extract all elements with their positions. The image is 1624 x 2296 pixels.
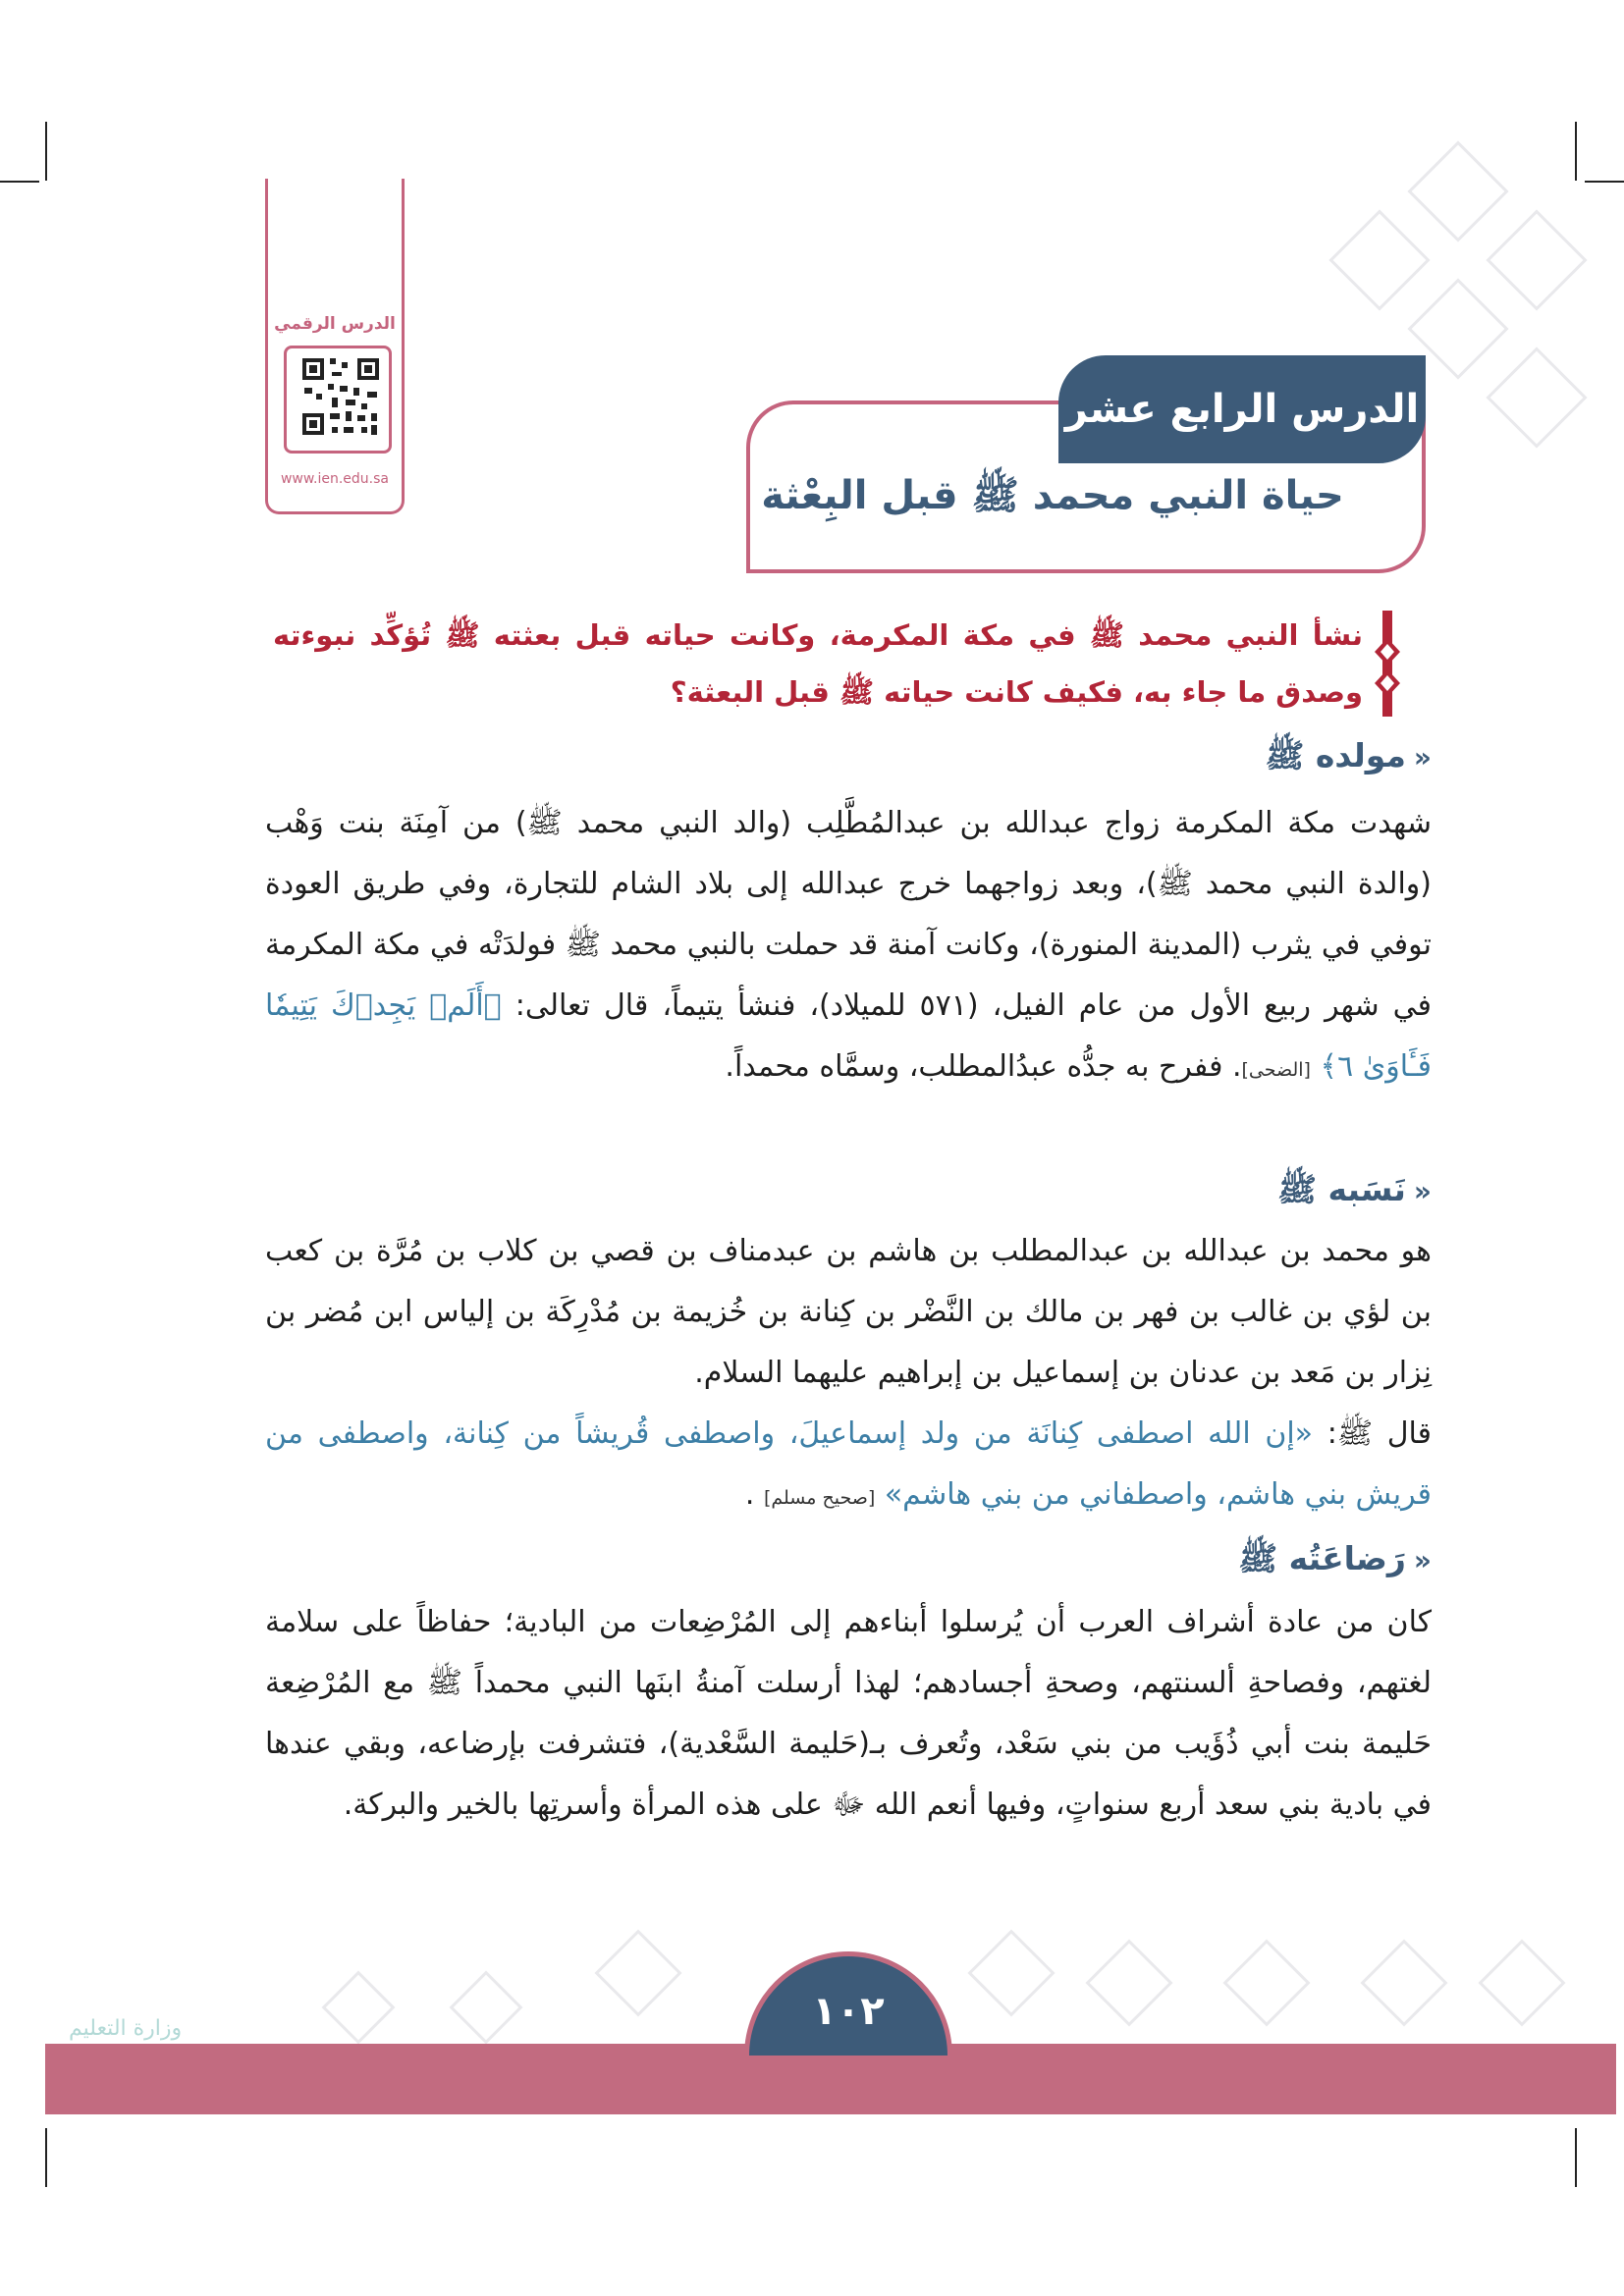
crop-mark [1575,122,1577,181]
section-title-birth-label: مولده ﷺ [1265,736,1406,774]
section-title-lineage-label: نَسَبه ﷺ [1277,1170,1406,1208]
birth-ayah: ﴿أَلَمۡ يَجِدۡكَ يَتِيمٗا فَـَٔاوَىٰ ٦﴾ [265,988,1432,1084]
intro-paragraph: نشأ النبي محمد ﷺ في مكة المكرمة، وكانت حياته قبل بعثته ﷺ تُؤكِّد نبوءته وصدق ما جاء به، فكيف كانت حياته ﷺ قبل البعثة؟ [273,618,1363,709]
section-title-nursing [1238,1539,1432,1586]
lesson-number-badge: الدرس الرابع عشر [1058,355,1426,463]
intro-ornament-icon [1373,609,1402,719]
hadith-ref: [صحيح مسلم] [763,1487,876,1509]
qr-code-icon [293,348,389,445]
crop-mark [45,122,47,181]
birth-ayah-ref: [الضحى] [1241,1059,1311,1081]
double-chevron-icon: « [1413,1544,1432,1576]
digital-lesson-url[interactable]: www.ien.edu.sa [280,471,390,487]
crop-mark [45,2128,47,2187]
page-number: ١٠٢ [744,1951,952,2056]
birth-text: شهدت مكة المكرمة زواج عبدالله بن عبدالمُطَّلِب (والد النبي محمد ﷺ) من آمِنَة بنت وَهْب (والدة النبي محمد ﷺ)، وبعد زواجهما خرج عبدالله إلى بلاد الشام للتجارة، وفي طريق العودة توفي في يثرب (المدينة المنورة)، وكانت آمنة قد حملت بالنبي محمد ﷺ فولدَتْه في مكة المكرمة في شهر ربيع الأول من عام الفيل، (٥٧١ للميلاد)، فنشأ يتيماً، قال تعالى: [265,806,1432,1023]
nursing-paragraph: كان من عادة أشراف العرب أن يُرسلوا أبناءهم إلى المُرْضِعات من البادية؛ حفاظاً على سلامة لغتهم، وفصاحةِ ألسنتهم، وصحةِ أجسادهم؛ لهذا أرسلت آمنةُ ابنَها النبي محمداً ﷺ مع المُرْضِعة حَليمة بنت أبي ذُؤَيب من بني سَعْد، وتُعرف بـ(حَليمة السَّعْدية)، فتشرفت بإرضاعه، وبقي عندها في بادية بني سعد أربع سنواتٍ، وفيها أنعم الله ﷻ على هذه المرأة وأسرتِها بالخير والبركة. [265,1605,1432,1822]
section-title-lineage [1277,1170,1432,1217]
section-title-nursing-label: رَضاعَتُه ﷺ [1238,1539,1406,1577]
qr-code[interactable] [284,346,392,454]
crop-mark [1585,181,1624,183]
digital-lesson-card[interactable] [265,179,405,514]
section-title-birth [1265,736,1432,783]
birth-paragraph [265,793,1432,1100]
crop-mark [1575,2128,1577,2187]
crop-mark [0,181,39,183]
digital-lesson-title: الدرس الرقمي [274,314,396,334]
hadith-intro: قال ﷺ: [1313,1416,1433,1451]
birth-text-end: . ففرح به جدُّه عبدُالمطلب، وسمَّاه محمداً. [725,1049,1242,1084]
ministry-logo: وزارة التعليم [69,2016,183,2041]
hadith-text: «إن الله اصطفى كِنانَة من ولد إسماعيلَ، واصطفى قُريشاً من كِنانة، واصطفى من قريش بني هاشم، واصطفاني من بني هاشم» [265,1416,1432,1512]
double-chevron-icon: « [1413,1175,1432,1207]
lineage-paragraph: هو محمد بن عبدالله بن عبدالمطلب بن هاشم بن عبدمناف بن قصي بن كلاب بن مُرَّة بن كعب بن لؤي بن غالب بن فهر بن مالك بن النَّضْر بن كِنانة بن خُزيمة بن مُدْرِكَة بن إلياس ابن مُضر بن نِزار بن مَعد بن عدنان بن إسماعيل بن إبراهيم عليهما السلام. [265,1234,1432,1390]
lineage-hadith: قال ﷺ: «إن الله اصطفى كِنانَة من ولد إسماعيلَ، واصطفى قُريشاً من كِنانة، واصطفى من قريش بني هاشم، واصطفاني من بني هاشم» [صحيح مسلم] . [265,1416,1433,1512]
double-chevron-icon: « [1413,741,1432,774]
lesson-title: حياة النبي محمد ﷺ قبل البِعْثة [761,473,1344,518]
